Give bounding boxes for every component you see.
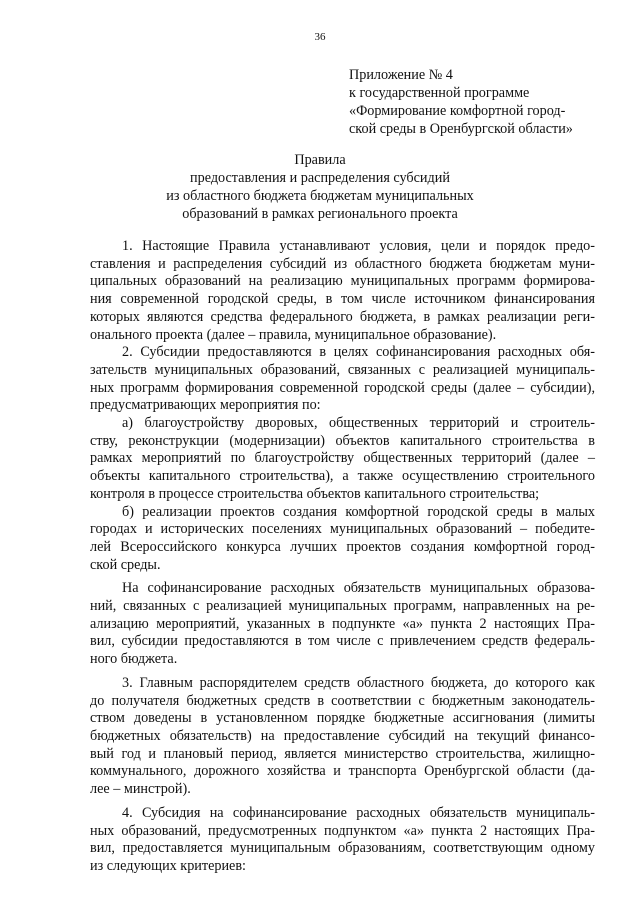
title-line: Правила — [294, 152, 346, 168]
text-line: На софинансирование расходных обязательств муниципальных образова- — [122, 580, 595, 597]
text-line: коммунального, дорожного хозяйства и транспорта Оренбургской области (да- — [90, 763, 595, 780]
paragraph-2 — [90, 344, 595, 415]
text-line: объекты капитального строительства), а также осуществлению строительного — [90, 468, 595, 485]
paragraph-2b — [90, 504, 595, 575]
appendix-line: Приложение № 4 — [349, 67, 453, 83]
paragraph-2a — [90, 415, 595, 504]
text-line: онального проекта (далее – правила, муниципальное образование). — [90, 326, 497, 343]
title-line: образований в рамках регионального проекта — [182, 206, 458, 222]
text-line: 3. Главным распорядителем средств областного бюджета, до которого как — [122, 674, 595, 691]
text-line: бюджетных обязательств) на предоставление субсидий на текущий финансо- — [90, 727, 595, 744]
title-line: из областного бюджета бюджетам муниципальных — [166, 188, 474, 204]
text-line: которых являются средства федерального бюджета, в рамках реализации реги- — [90, 308, 595, 325]
paragraph-3 — [90, 675, 595, 799]
text-line: из следующих критериев: — [90, 857, 246, 874]
appendix-header — [349, 66, 629, 138]
document-body — [90, 238, 595, 876]
text-line: вил, предоставляется муниципальным образованиям, соответствующим одному — [90, 840, 595, 857]
text-line: вил, субсидии предоставляются в том числе с привлечением средств федераль- — [90, 633, 595, 650]
page-number: 36 — [314, 31, 326, 43]
text-line: а) благоустройству дворовых, общественных территорий и строитель- — [122, 415, 595, 432]
text-line: 2. Субсидии предоставляются в целях софинансирования расходных обя- — [122, 344, 595, 361]
text-line: ставления и распределения субсидий из областного бюджета бюджетам муни- — [90, 255, 595, 272]
text-line: вый год и плановый период, является министерство строительства, жилищно- — [90, 745, 595, 762]
text-line: ципальных образований на реализацию муниципальных программ формирова- — [90, 273, 595, 290]
text-line: ализацию мероприятий, указанных в подпункте «а» пункта 2 настоящих Пра- — [90, 615, 595, 632]
text-line: 4. Субсидия на софинансирование расходных обязательств муниципаль- — [122, 804, 595, 821]
text-line: б) реализации проектов создания комфортной городской среды в малых — [122, 503, 595, 520]
text-line: ния современной городской среды, в том числе источником финансирования — [90, 291, 595, 308]
appendix-line: ской среды в Оренбургской области» — [349, 121, 573, 137]
text-line: ством доведены в установленном порядке бюджетные ассигнования (лимиты — [90, 710, 595, 727]
text-line: ного бюджета. — [90, 651, 178, 668]
document-title — [80, 151, 560, 223]
paragraph-1 — [90, 238, 595, 344]
text-line: до получателя бюджетных средств в соответствии с бюджетным законодатель- — [90, 692, 595, 709]
text-line: городах и исторических поселениях муниципальных образований – победите- — [90, 521, 595, 538]
paragraph-cofinancing — [90, 580, 595, 669]
text-line: лей Всероссийского конкурса лучших проектов создания комфортной город- — [90, 538, 595, 555]
text-line: ных программ формирования современной городской среды (далее – субсидии), — [90, 379, 595, 396]
title-line: предоставления и распределения субсидий — [190, 170, 450, 186]
text-line: 1. Настоящие Правила устанавливают условия, цели и порядок предо- — [122, 238, 595, 254]
text-line: зательств муниципальных образований, связанных с реализацией муниципаль- — [90, 361, 595, 378]
text-line: ных образований, предусмотренных подпунктом «а» пункта 2 настоящих Пра- — [90, 822, 595, 839]
appendix-line: к государственной программе — [349, 85, 530, 101]
text-line: ний, связанных с реализацией муниципальных программ, направленных на ре- — [90, 598, 595, 615]
text-line: лее – минстрой). — [90, 781, 191, 798]
text-line: предусматривающих мероприятия по: — [90, 397, 321, 414]
text-line: рамках мероприятий по благоустройству общественных территорий (далее – — [90, 450, 595, 467]
text-line: ству, реконструкции (модернизации) объектов капитального строительства в — [90, 432, 595, 449]
paragraph-4 — [90, 805, 595, 876]
text-line: контроля в процессе строительства объектов капитального строительства; — [90, 485, 540, 502]
appendix-line: «Формирование комфортной город- — [349, 103, 566, 119]
text-line: ской среды. — [90, 556, 161, 573]
